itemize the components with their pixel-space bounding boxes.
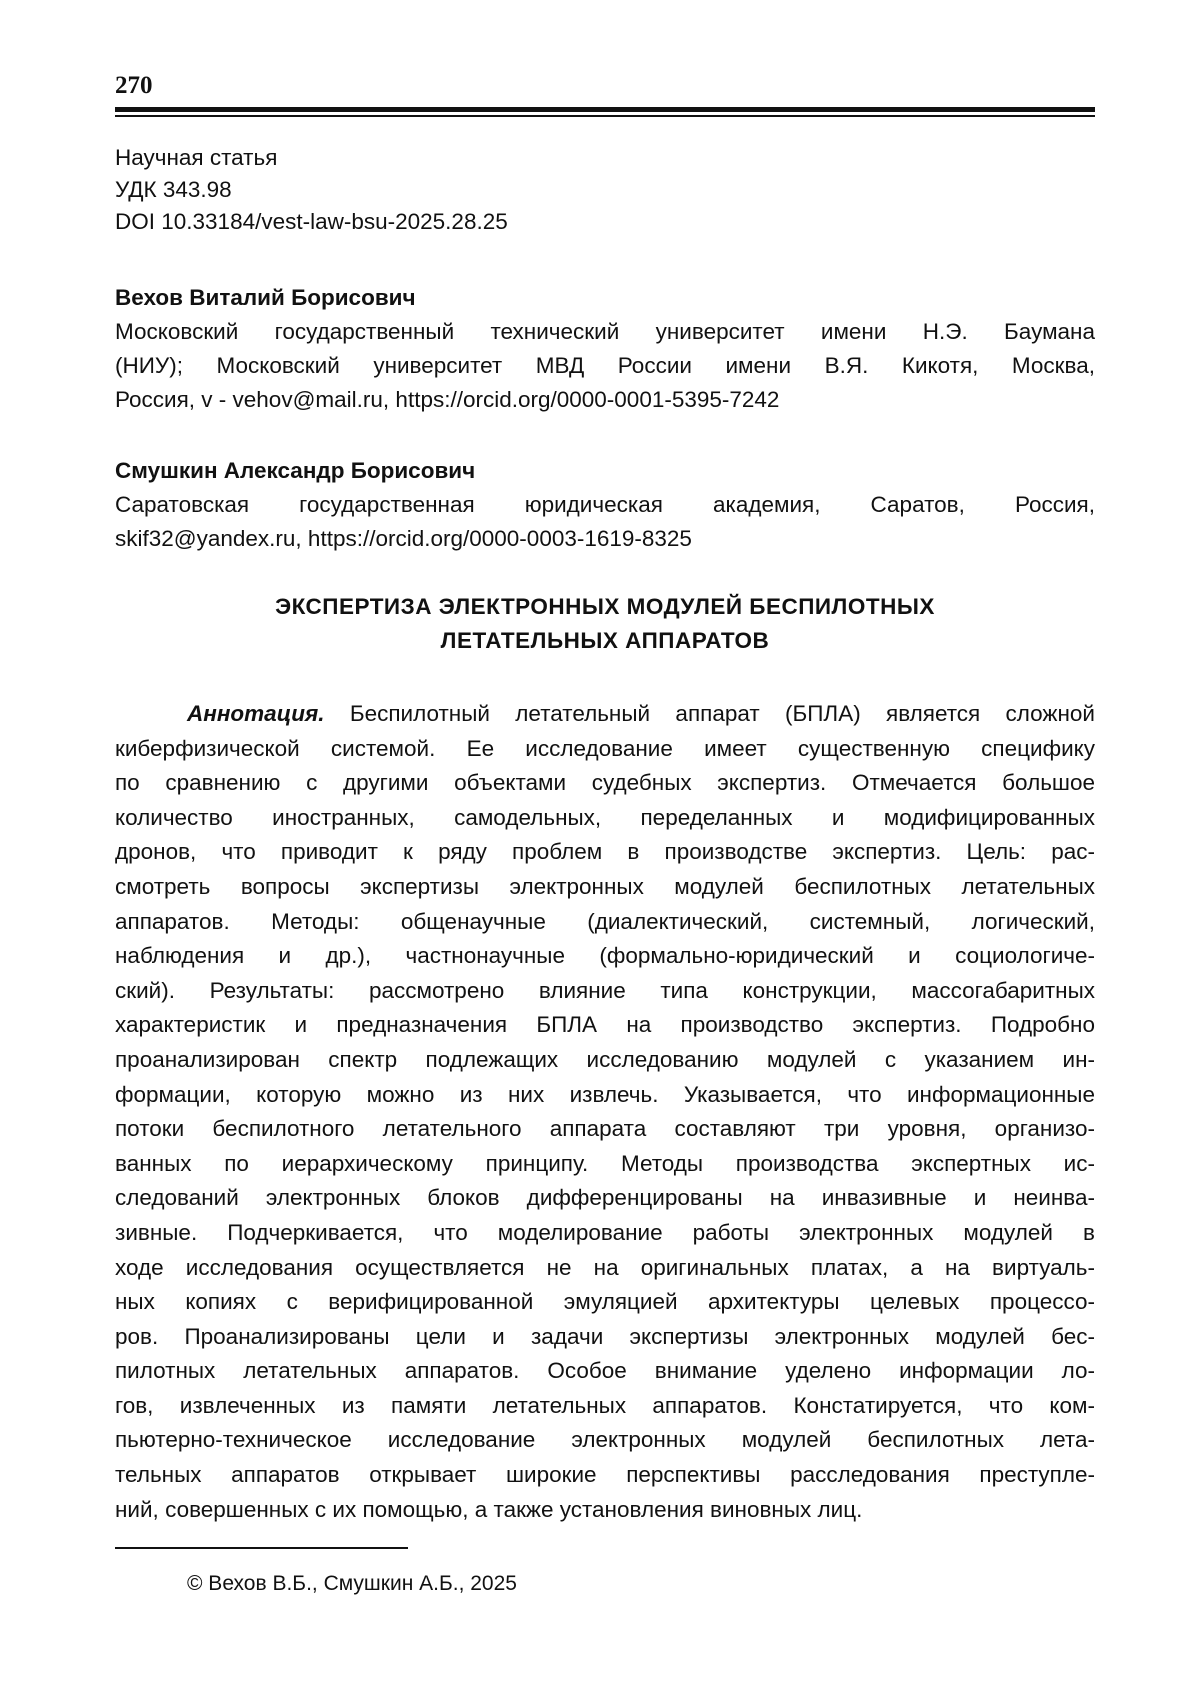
abstract-line: ходе исследования осуществляется не на оригинальных платах, а на виртуаль-	[115, 1254, 1095, 1280]
author-contact-line: Россия, v - vehov@mail.ru, https://orcid.org/0000-0001-5395-7242	[115, 387, 780, 412]
author-contact-line: skif32@yandex.ru, https://orcid.org/0000-0003-1619-8325	[115, 526, 692, 551]
abstract-line: ных копиях с верифицированной эмуляцией архитектуры целевых процессо-	[115, 1289, 1095, 1315]
abstract-line: тельных аппаратов открывает широкие перспективы расследования преступле-	[115, 1462, 1095, 1488]
abstract	[115, 697, 1095, 1527]
abstract-line: формации, которую можно из них извлечь. Указывается, что информационные	[115, 1081, 1095, 1107]
abstract-line: пилотных летательных аппаратов. Особое внимание уделено информации ло-	[115, 1358, 1095, 1384]
page-number: 270	[115, 72, 153, 99]
abstract-line: количество иностранных, самодельных, переделанных и модифицированных	[115, 804, 1095, 830]
author-affiliation-line: (НИУ); Московский университет МВД России имени В.Я. Кикотя, Москва,	[115, 353, 1095, 378]
abstract-line: характеристик и предназначения БПЛА на производство экспертиз. Подробно	[115, 1012, 1095, 1038]
abstract-line: ний, совершенных с их помощью, а также установления виновных лиц.	[115, 1496, 863, 1522]
abstract-line: киберфизической системой. Ее исследование имеет существенную специфику	[115, 735, 1095, 761]
abstract-text: Беспилотный летательный аппарат (БПЛА) является сложной	[324, 701, 1095, 726]
footnote-rule	[115, 1547, 408, 1549]
title-line: ЛЕТАТЕЛЬНЫХ АППАРАТОВ	[440, 628, 770, 653]
abstract-line: ванных по иерархическому принципу. Методы производства экспертных ис-	[115, 1150, 1095, 1176]
udk: УДК 343.98	[115, 177, 232, 202]
abstract-line: гов, извлеченных из памяти летательных аппаратов. Констатируется, что ком-	[115, 1392, 1095, 1418]
abstract-line: наблюдения и др.), частнонаучные (формально-юридический и социологиче-	[115, 943, 1095, 969]
header-rule-thick	[115, 107, 1095, 112]
copyright-footnote: © Вехов В.Б., Смушкин А.Б., 2025	[187, 1572, 517, 1595]
title-line: ЭКСПЕРТИЗА ЭЛЕКТРОННЫХ МОДУЛЕЙ БЕСПИЛОТНЫХ	[275, 594, 935, 619]
author-name: Вехов Виталий Борисович	[115, 285, 416, 310]
abstract-line: следований электронных блоков дифференцированы на инвазивные и неинва-	[115, 1185, 1095, 1211]
article-type: Научная статья	[115, 145, 278, 170]
abstract-line: потоки беспилотного летательного аппарата составляют три уровня, организо-	[115, 1116, 1095, 1142]
article-meta	[115, 142, 508, 238]
doi: DOI 10.33184/vest-law-bsu-2025.28.25	[115, 209, 508, 234]
author-affiliation-line: Саратовская государственная юридическая академия, Саратов, Россия,	[115, 492, 1095, 517]
abstract-line: ский). Результаты: рассмотрено влияние типа конструкции, массогабаритных	[115, 977, 1095, 1003]
abstract-line: смотреть вопросы экспертизы электронных модулей беспилотных летательных	[115, 873, 1095, 899]
header-rule-thin	[115, 115, 1095, 117]
abstract-line: зивные. Подчеркивается, что моделирование работы электронных модулей в	[115, 1219, 1095, 1245]
abstract-lines	[115, 732, 1095, 1528]
abstract-label: Аннотация.	[187, 701, 325, 726]
abstract-line: аппаратов. Методы: общенаучные (диалектический, системный, логический,	[115, 908, 1095, 934]
author-block-2	[115, 454, 1095, 556]
abstract-first-line	[115, 697, 1095, 732]
abstract-line: по сравнению с другими объектами судебных экспертиз. Отмечается большое	[115, 770, 1095, 796]
abstract-line: дронов, что приводит к ряду проблем в производстве экспертиз. Цель: рас-	[115, 839, 1095, 865]
abstract-line: проанализирован спектр подлежащих исследованию модулей с указанием ин-	[115, 1046, 1095, 1072]
author-affiliation-line: Московский государственный технический университет имени Н.Э. Баумана	[115, 319, 1095, 344]
author-name: Смушкин Александр Борисович	[115, 458, 476, 483]
article-title	[115, 590, 1095, 658]
author-block-1	[115, 281, 1095, 417]
abstract-line: пьютерно-техническое исследование электронных модулей беспилотных лета-	[115, 1427, 1095, 1453]
abstract-line: ров. Проанализированы цели и задачи экспертизы электронных модулей бес-	[115, 1323, 1095, 1349]
